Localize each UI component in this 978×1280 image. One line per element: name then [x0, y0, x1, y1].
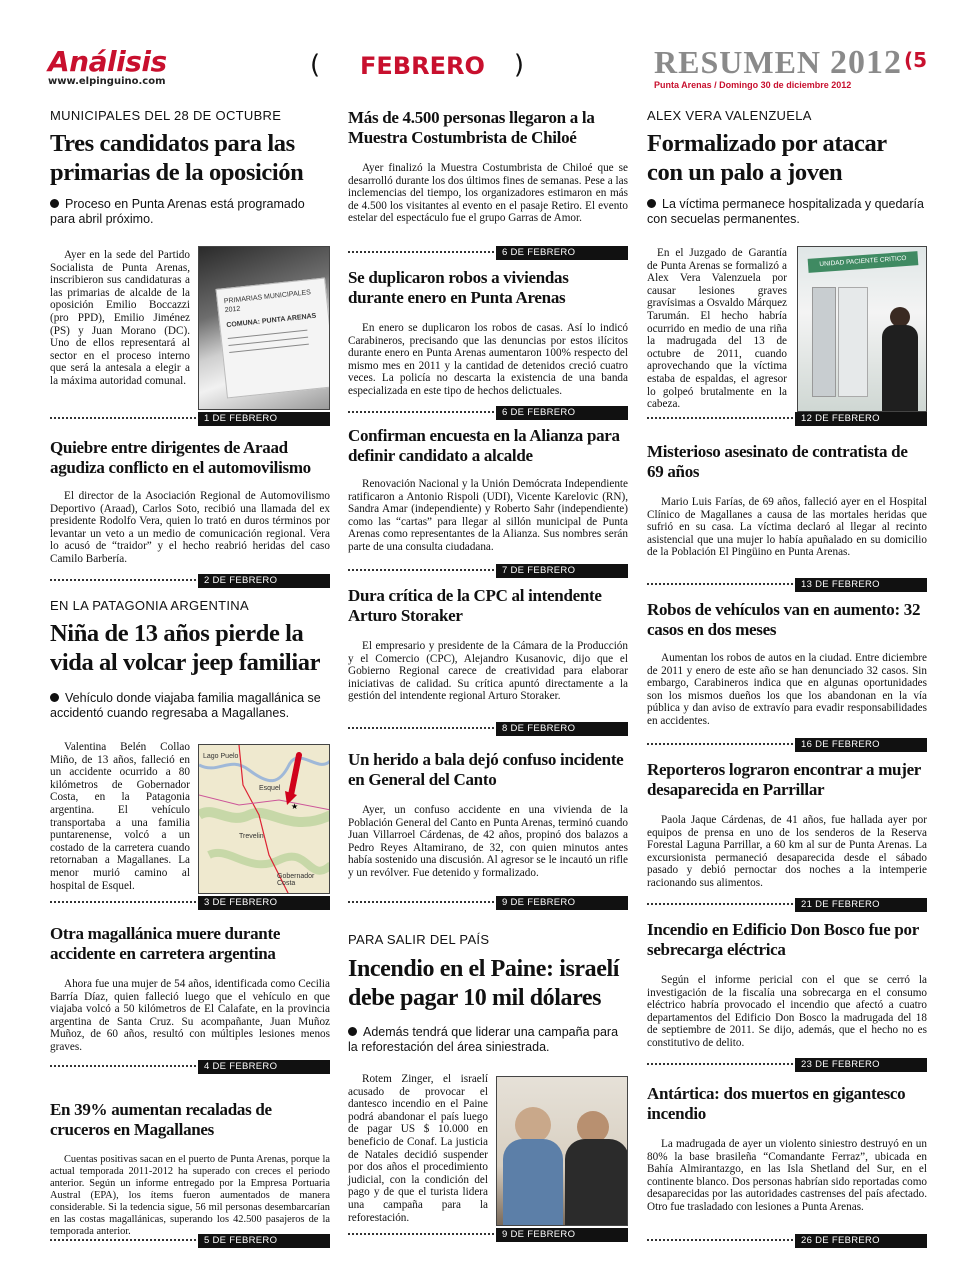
- court-photo: [496, 1076, 628, 1226]
- date-tag: 7 DE FEBRERO: [496, 564, 628, 578]
- hospital-sign: UNIDAD PACIENTE CRITICO: [808, 251, 919, 273]
- headline[interactable]: Reporteros lograron encontrar a mujer desaparecida en Parrillar: [647, 760, 921, 799]
- bullet-icon: [50, 693, 59, 702]
- person-body: [565, 1139, 628, 1226]
- kicker: EN LA PATAGONIA ARGENTINA: [50, 598, 249, 613]
- article-body: Según el informe pericial con el que se cerró la investigación de la fiscalía una sobrecarga en el consumo eléctrico habría provocado el incendio que afectó a cuatro departamentos del Edificio Don Bosco la madrugada del 18 de septiembre de 2011. Se dijo, además, que el hecho no es constitutivo de delito.: [647, 974, 927, 1049]
- date-bar: [647, 578, 927, 592]
- dateline: Punta Arenas / Domingo 30 de diciembre 2012: [654, 80, 852, 90]
- date-bar: [348, 1228, 628, 1242]
- article-body: Mario Luis Farías, de 69 años, falleció ayer en el Hospital Clínico de Magallanes a causa de las mortales heridas que sufrió en su casa. La víctima declaró al llegar al recinto asistencial que una mujer lo había apuñalado en su domicilio de la Población El Pingüino en Punta Arenas.: [647, 496, 927, 559]
- headline[interactable]: Más de 4.500 personas llegaron a la Muestra Costumbrista de Chiloé: [348, 108, 595, 147]
- article-body: En el Juzgado de Garantía de Punta Arenas se formalizó a Alex Vera Valenzuela por causar lesiones graves gravísimas a Osvaldo Márquez Tarumán. El hecho habría ocurrido en medio de una riña la madrugada del 13 de octubre de 2011, cuando aprovechando que la víctima estaba de espaldas, el agresor lo golpeó brutalmente en la cabeza.: [647, 247, 787, 411]
- article-body: Valentina Belén Collao Miño, de 13 años, falleció en un accidente ocurrido a 80 kilómetros de Gobernador Costa, en la Patagonia argentina. El vehículo transportaba a una familia puntarenense, volcó a un costado de la carretera cuando retornaban a Magallanes. La menor murió camino al hospital de Esquel.: [50, 741, 190, 892]
- map-label: Esquel: [259, 785, 281, 792]
- article-body: En enero se duplicaron los robos de casas. Así lo indicó Carabineros, precisando que las denuncias por estos ilícitos durante enero en Punta Arenas aumentaron 100% respecto del mismo mes en 2011 y la cantidad de detenidos creció cuatro veces. La policía no descarta la existencia de una banda especializada en este tipo de hechos delictuales.: [348, 322, 628, 397]
- article-primarias: [50, 108, 330, 424]
- headline[interactable]: Incendio en Edificio Don Bosco fue por sebrecarga eléctrica: [647, 920, 919, 959]
- ballot-paper: [216, 278, 330, 399]
- headline[interactable]: Formalizado por atacar con un palo a joven: [647, 130, 887, 186]
- section-title: FEBRERO: [360, 52, 485, 80]
- date-bar: [348, 406, 628, 420]
- dotted-rule: [647, 903, 793, 905]
- resumen-word: RESUMEN: [654, 44, 822, 80]
- date-bar: [50, 1060, 330, 1074]
- kicker: MUNICIPALES DEL 28 DE OCTUBRE: [50, 108, 282, 123]
- headline[interactable]: Robos de vehículos van en aumento: 32 casos en dos meses: [647, 600, 921, 639]
- date-tag: 21 DE FEBRERO: [795, 898, 927, 912]
- person-body: [503, 1139, 563, 1226]
- dotted-rule: [50, 417, 196, 419]
- date-tag: 6 DE FEBRERO: [496, 246, 628, 260]
- logo-name: Análisis: [48, 45, 167, 78]
- map-label: Trevelin: [239, 833, 264, 840]
- person-head: [515, 1107, 551, 1143]
- article-body: Ayer, un confuso accidente en una vivienda de la Población General del Canto en Punta Arenas, terminó cuando Juan Villarroel Cárdenas, de 42 años, propinó dos balazos a Pedro Reyes Altamirano, de 32, con quien minutos antes había sostenido una discusión. Al agresor se le incautó un rifle y un revólver. Fue detenido y formalizado.: [348, 804, 628, 879]
- article-body: Ayer finalizó la Muestra Costumbrista de Chiloé que se desarrolló durante los dos últimos fines de semanas. Pese a las inclemencias del tiempo, los organizadores estimaron en más de 4.500 los visitantes al evento en el pasaje Retiro. El evento estelar del espectáculo fue el grupo Garras de Amor.: [348, 162, 628, 225]
- dotted-rule: [348, 411, 494, 413]
- article-alianza: [348, 426, 628, 576]
- article-robos-vehiculos: [647, 600, 927, 750]
- kicker: ALEX VERA VALENZUELA: [647, 108, 812, 123]
- map-label: Lago Puelo: [203, 753, 239, 760]
- deck: Proceso en Punta Arenas está programado para abril próximo.: [50, 197, 305, 226]
- date-bar: [348, 564, 628, 578]
- article-araad: [50, 438, 330, 586]
- article-contratista: [647, 442, 927, 590]
- deck: La víctima permanece hospitalizada y quedaría con secuelas permanentes.: [647, 197, 924, 226]
- headline[interactable]: Niña de 13 años pierde la vida al volcar jeep familiar: [50, 620, 321, 676]
- date-tag: 5 DE FEBRERO: [198, 1234, 330, 1248]
- hospital-photo: [797, 246, 927, 412]
- dotted-rule: [348, 1233, 494, 1235]
- logo-url[interactable]: www.elpinguino.com: [48, 76, 166, 87]
- dotted-rule: [50, 901, 196, 903]
- article-body: El director de la Asociación Regional de Automovilismo Deportivo (Araad), Carlos Soto, recibió una llamada del ex presidente Rodolfo Vera, quien lo trató en duros términos por levantar un veto a un medio de comunicación regional. Vera lo acusó de “traidor” y el hecho reabrió heridas del caso Camilo Barbería.: [50, 490, 330, 565]
- bullet-icon: [50, 199, 59, 208]
- section-paren-open: (: [310, 50, 321, 80]
- article-body: Ayer en la sede del Partido Socialista de Punta Arenas, inscribieron sus candidaturas a las primarias de alcalde de la oposición Emilio Boccazzi (pro PPD), Emilio Jiménez (PS) y Juan Morano (DC). Uno de ellos representará al sector en el proceso interno que será la antesala a elegir a la máxima autoridad comunal.: [50, 249, 190, 387]
- headline[interactable]: Se duplicaron robos a viviendas durante enero en Punta Arenas: [348, 268, 569, 307]
- date-bar: [348, 246, 628, 260]
- date-tag: 3 DE FEBRERO: [198, 896, 330, 910]
- date-bar: [348, 896, 628, 910]
- door: [838, 287, 868, 397]
- headline[interactable]: Misterioso asesinato de contratista de 69 años: [647, 442, 908, 481]
- date-tag: 16 DE FEBRERO: [795, 738, 927, 752]
- person-head: [890, 307, 910, 327]
- svg-text:★: ★: [291, 802, 299, 811]
- date-bar: [50, 1234, 330, 1248]
- headline[interactable]: Tres candidatos para las primarias de la oposición: [50, 130, 304, 186]
- logo[interactable]: [48, 45, 167, 88]
- dotted-rule: [647, 1239, 793, 1241]
- date-tag: 6 DE FEBRERO: [496, 406, 628, 420]
- article-body: Renovación Nacional y la Unión Demócrata Independiente ratificaron a Antonio Rispoli (UDI), Vicente Karelovic (RN), Sandra Amar (independiente) y Roberto Sahr (independiente) como las “cartas” para llegar al sillón municipal de Punta Arenas como representantes de la Alianza. Sus nombres serán parte de una consulta ciudadana.: [348, 478, 628, 553]
- article-robos-viviendas: [348, 268, 628, 418]
- dotted-rule: [50, 1065, 196, 1067]
- date-tag: 2 DE FEBRERO: [198, 574, 330, 588]
- map-photo: [198, 744, 330, 894]
- article-antartica: [647, 1084, 927, 1246]
- date-tag: 9 DE FEBRERO: [496, 896, 628, 910]
- article-cruceros: [50, 1100, 330, 1246]
- dotted-rule: [348, 727, 494, 729]
- article-body: Aumentan los robos de autos en la ciudad. Entre diciembre de 2011 y enero de este año se han denunciado 32 casos. Sin embargo, Carabineros indica que en algunas oportunidades son los mismos dueños los que los abandonan en la vía pública y dan aviso de extravío para evadir responsabilidades en accidentes.: [647, 652, 927, 727]
- ballot-line-1: PRIMARIAS MUNICIPALES: [223, 289, 312, 306]
- dotted-rule: [647, 417, 793, 419]
- deck: Vehículo donde viajaba familia magallánica se accidentó cuando regresaba a Magallanes.: [50, 691, 321, 720]
- date-tag: 1 DE FEBRERO: [198, 412, 330, 426]
- resumen-year: 2012: [830, 44, 903, 81]
- article-herido-bala: [348, 750, 628, 908]
- date-tag: 13 DE FEBRERO: [795, 578, 927, 592]
- article-body: Ahora fue una mujer de 54 años, identificada como Cecilia Barría Díaz, quien falleció luego que el vehículo en que viajaba volcó a 50 kilómetros de El Calafate, en la provincia argentina de Santa Cruz. Su acompañante, Juan Muñoz Muñoz, de 60 años, resultó con múltiples lesiones menos graves.: [50, 978, 330, 1053]
- date-tag: 26 DE FEBRERO: [795, 1234, 927, 1248]
- article-nina-jeep: [50, 598, 330, 908]
- article-body: Rotem Zinger, el israelí acusado de provocar el dantesco incendio en el Paine podrá abandonar el país luego de pagar US $ 10.000 en beneficio de Conaf. La justicia de Natales decidió suspender por dos años el procedimiento judicial, con la condición del pago y de que el turista lidera una campaña para la reforestación.: [348, 1073, 488, 1224]
- headline[interactable]: Dura crítica de la CPC al intendente Arturo Storaker: [348, 586, 602, 625]
- ballot-line-3: COMUNA: PUNTA ARENAS: [226, 312, 317, 330]
- dotted-rule: [647, 583, 793, 585]
- article-body: La madrugada de ayer un violento siniestro destruyó en un 80% la base brasileña “Comandante Ferraz”, ubicada en Bahía Almirantazgo, en las Isla Shetland del Sur, en el continente blanco. Dos personas habrían sido reportadas como desaparecidas por las autoridades castrenses del país afectado. Otro fue trasladado con lesiones a Punta Arenas.: [647, 1138, 927, 1213]
- section-label: [310, 50, 524, 82]
- article-paine: [348, 932, 628, 1240]
- headline[interactable]: Incendio en el Paine: israelí debe pagar 10 mil dólares: [348, 956, 620, 1011]
- article-don-bosco: [647, 920, 927, 1070]
- date-tag: 8 DE FEBRERO: [496, 722, 628, 736]
- article-cpc: [348, 586, 628, 734]
- dotted-rule: [348, 901, 494, 903]
- article-formalizado: [647, 108, 927, 424]
- article-body: Cuentas positivas sacan en el puerto de Punta Arenas, porque la actual temporada 2011-2012 ha superado con creces el periodo anterior. Según un informe entregado por la Empresa Portuaria Austral (EPA), los ítems fueron aumentados de manera considerable. Si la tedencia sigue, 56 mil personas desembarcarían en las costas magallánicas, superando los 42.500 pasajeros de la temporada anterior.: [50, 1154, 330, 1237]
- bullet-icon: [647, 199, 656, 208]
- article-otra-magallanica: [50, 924, 330, 1072]
- date-bar: [348, 722, 628, 736]
- dotted-rule: [348, 251, 494, 253]
- date-tag: 9 DE FEBRERO: [496, 1228, 628, 1242]
- date-tag: 23 DE FEBRERO: [795, 1058, 927, 1072]
- headline[interactable]: Otra magallánica muere durante accidente en carretera argentina: [50, 924, 281, 963]
- article-chiloe: [348, 108, 628, 258]
- headline[interactable]: Un herido a bala dejó confuso incidente en General del Canto: [348, 750, 624, 789]
- date-bar: [647, 898, 927, 912]
- date-tag: 12 DE FEBRERO: [795, 412, 927, 426]
- article-parrillar: [647, 760, 927, 910]
- section-paren-close: ): [513, 50, 524, 80]
- door: [812, 287, 836, 397]
- article-body: Paola Jaque Cárdenas, de 41 años, fue hallada ayer por equipos de prensa en uno de los senderos de la Reserva Forestal Laguna Parrillar, a 60 km al sur de Punta Arenas. La excursionista permaneció desaparecida desde el sábado pasado y debió pernoctar dos noches a la intemperie racionando sus alimentos.: [647, 814, 927, 889]
- deck: Además tendrá que liderar una campaña para la reforestación del área siniestrada.: [348, 1025, 619, 1054]
- date-bar: [647, 412, 927, 426]
- headline[interactable]: Confirman encuesta en la Alianza para definir candidato a alcalde: [348, 426, 620, 465]
- page-number: (5: [904, 48, 928, 72]
- date-tag: 4 DE FEBRERO: [198, 1060, 330, 1074]
- date-bar: [50, 412, 330, 426]
- map-graphic: [199, 745, 330, 894]
- masthead: [48, 40, 948, 100]
- dotted-rule: [647, 743, 793, 745]
- dotted-rule: [348, 569, 494, 571]
- dotted-rule: [50, 579, 196, 581]
- dotted-rule: [647, 1063, 793, 1065]
- person-body: [882, 325, 918, 412]
- headline[interactable]: Antártica: dos muertos en gigantesco incendio: [647, 1084, 906, 1123]
- dotted-rule: [50, 1239, 196, 1241]
- resumen-title: [654, 44, 902, 82]
- ballot-line-2: 2012: [224, 305, 241, 315]
- headline[interactable]: Quiebre entre dirigentes de Araad agudiza conflicto en el automovilismo: [50, 438, 311, 477]
- map-label: Gobernador Costa: [277, 873, 315, 887]
- kicker: PARA SALIR DEL PAÍS: [348, 932, 490, 947]
- date-bar: [647, 1234, 927, 1248]
- date-bar: [647, 738, 927, 752]
- headline[interactable]: En 39% aumentan recaladas de cruceros en Magallanes: [50, 1100, 272, 1139]
- bullet-icon: [348, 1027, 357, 1036]
- ballot-photo: [198, 246, 330, 410]
- date-bar: [647, 1058, 927, 1072]
- date-bar: [50, 574, 330, 588]
- article-body: El empresario y presidente de la Cámara de la Producción y el Comercio (CPC), Alejandro Kusanovic, dijo que el Gobierno Regional carece de creatividad para elaborar iniciativas de calidad. Su crítica apuntó directamente a la gestión del intendente regional Arturo Storaker.: [348, 640, 628, 703]
- date-bar: [50, 896, 330, 910]
